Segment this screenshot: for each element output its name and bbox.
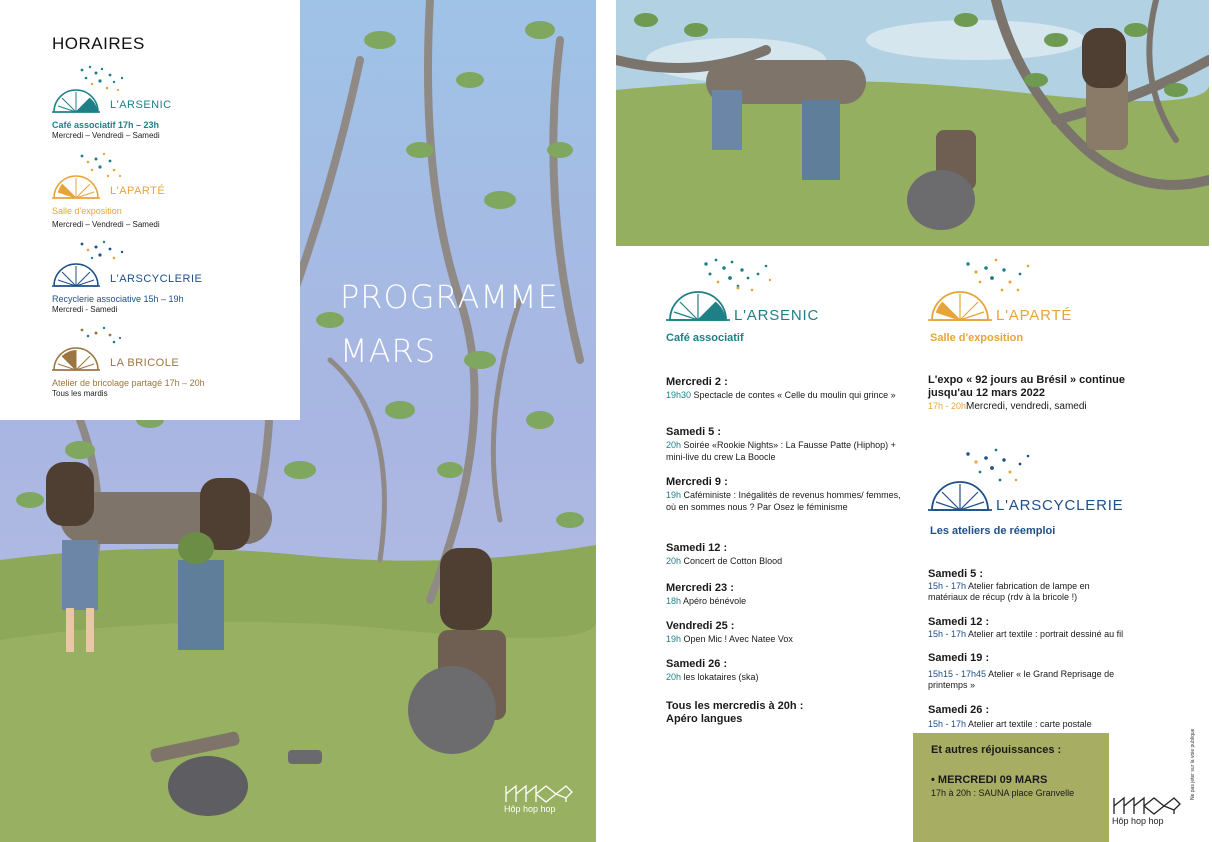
extras-text: 17h à 20h : SAUNA place Granvelle xyxy=(931,788,1075,798)
hop-hop-hop-mark-icon xyxy=(1112,796,1182,816)
arsenic-event xyxy=(666,658,902,683)
event-text xyxy=(928,719,1188,730)
hours-aparte-name: L'APARTÉ xyxy=(110,185,166,197)
arscyclerie-event xyxy=(928,652,1188,691)
event-time: 19h xyxy=(666,634,682,644)
arscyclerie-event xyxy=(928,704,1188,730)
event-time: 18h xyxy=(666,596,682,606)
aparte-expo xyxy=(928,374,1168,413)
hours-arsenic xyxy=(52,64,297,141)
arsenic-event xyxy=(666,376,902,401)
event-date: Samedi 5 : xyxy=(666,426,722,438)
event-desc: Atelier art textile : portrait dessiné au fil xyxy=(966,629,1124,639)
event-time: 15h - 17h xyxy=(928,719,967,729)
event-time: 19h xyxy=(666,490,682,500)
hours-aparte xyxy=(52,150,297,230)
expo-time: 17h - 20h xyxy=(928,401,967,411)
hours-bricole-line: Atelier de bricolage partagé 17h – 20h xyxy=(52,378,205,388)
arsenic-weekly xyxy=(666,700,902,726)
weekly-line1: Tous les mercredis à 20h : xyxy=(666,700,804,712)
event-desc: Atelier art textile : carte postale xyxy=(966,719,1092,729)
arsenic-event xyxy=(666,582,902,607)
event-desc: Open Mic ! Avec Natee Vox xyxy=(681,634,793,644)
expo-title: L'expo « 92 jours au Brésil » continue jusqu'au 12 mars 2022 xyxy=(928,374,1126,399)
arsenic-event xyxy=(666,426,902,463)
event-text xyxy=(928,669,1143,691)
hours-arscyclerie-name: L'ARSCYCLERIE xyxy=(110,273,203,285)
event-date: Mercredi 2 : xyxy=(666,376,728,388)
arscyclerie-event xyxy=(928,568,1188,603)
event-time: 20h xyxy=(666,556,682,566)
arscyclerie-venue-logo xyxy=(928,446,1128,520)
event-date: Samedi 12 : xyxy=(928,616,990,628)
event-text xyxy=(928,629,1188,640)
event-date: Mercredi 9 : xyxy=(666,476,728,488)
extras-date: • MERCREDI 09 MARS xyxy=(931,774,1048,786)
event-desc: Atelier « le Grand Reprisage de printemps » xyxy=(928,669,1115,690)
programme-title xyxy=(340,278,559,370)
event-desc: Soirée «Rookie Nights» : La Fausse Patte (Hiphop) + mini-live du crew La Boocle xyxy=(666,440,896,462)
hours-arscyclerie-line: Recyclerie associative 15h – 19h xyxy=(52,294,184,304)
event-date: Samedi 19 : xyxy=(928,652,990,664)
event-time: 15h - 17h xyxy=(928,581,967,591)
arsenic-venue-logo xyxy=(666,256,836,330)
weekly-line2: Apéro langues xyxy=(666,713,743,725)
aparte-logo xyxy=(52,150,202,206)
event-text xyxy=(666,555,902,567)
programme-title-line1: PROGRAMME xyxy=(340,278,559,316)
event-time: 20h xyxy=(666,672,682,682)
hours-arsenic-line: Café associatif 17h – 23h xyxy=(52,120,160,130)
side-note-text: Ne pas jeter sur la voie publique xyxy=(1190,728,1196,800)
aparte-venue-name: L'APARTÉ xyxy=(996,307,1073,324)
arscyclerie-venue-name: L'ARSCYCLERIE xyxy=(996,497,1124,514)
hours-bricole-name: LA BRICOLE xyxy=(110,357,180,369)
left-page xyxy=(0,0,596,842)
arscyclerie-subtitle: Les ateliers de réemploi xyxy=(930,525,1056,537)
side-note xyxy=(1190,690,1198,800)
event-desc: Spectacle de contes « Celle du moulin qui grince » xyxy=(691,390,896,400)
bricole-logo xyxy=(52,322,202,378)
event-date: Mercredi 23 : xyxy=(666,582,734,594)
extras-title: Et autres réjouissances : xyxy=(931,744,1062,756)
hop-hop-hop-caption: Hôp hop hop xyxy=(1112,816,1164,826)
event-date: Vendredi 25 : xyxy=(666,620,735,632)
hours-arscyclerie-days: Mercredi - Samedi xyxy=(52,305,118,314)
arsenic-venue-name: L'ARSENIC xyxy=(734,307,820,324)
event-time: 15h - 17h xyxy=(928,629,967,639)
event-text xyxy=(666,389,902,401)
aparte-subtitle: Salle d'exposition xyxy=(930,332,1024,344)
expo-schedule xyxy=(928,400,1168,413)
arscyclerie-event xyxy=(928,616,1188,640)
event-text xyxy=(666,439,902,463)
event-desc: Apéro bénévole xyxy=(681,596,747,606)
event-date: Samedi 26 : xyxy=(666,658,728,670)
hours-aparte-days: Mercredi – Vendredi – Samedi xyxy=(52,220,160,229)
hours-aparte-line: Salle d'exposition xyxy=(52,206,122,216)
hours-title: HORAIRES xyxy=(52,34,145,53)
hop-hop-hop-mark-icon xyxy=(504,784,574,804)
event-time: 19h30 xyxy=(666,390,692,400)
hours-arscyclerie xyxy=(52,238,297,315)
expo-days: Mercredi, vendredi, samedi xyxy=(966,401,1087,412)
event-date: Samedi 5 : xyxy=(928,568,984,580)
hop-hop-hop-caption: Hôp hop hop xyxy=(504,804,556,814)
event-desc: les lokataires (ska) xyxy=(681,672,759,682)
programme-title-line2: MARS xyxy=(340,332,437,370)
arsenic-logo xyxy=(52,64,202,120)
tree-scene-illustration xyxy=(616,0,1209,246)
event-time: 20h xyxy=(666,440,682,450)
hours-bricole xyxy=(52,322,297,399)
event-date: Samedi 12 : xyxy=(666,542,728,554)
event-text xyxy=(666,595,902,607)
arscyclerie-logo xyxy=(52,238,202,294)
event-text xyxy=(666,671,902,683)
hours-arsenic-days: Mercredi – Vendredi – Samedi xyxy=(52,131,160,140)
hours-bricole-days: Tous les mardis xyxy=(52,389,108,398)
event-desc: Caféministe : Inégalités de revenus hommes/ femmes, où en sommes nous ? Par Osez le féminisme xyxy=(666,490,901,512)
arsenic-event xyxy=(666,620,902,645)
aparte-venue-logo xyxy=(928,256,1098,330)
event-text xyxy=(928,581,1118,603)
event-text xyxy=(666,633,902,645)
event-time: 15h15 - 17h45 xyxy=(928,669,987,679)
hours-arsenic-name: L'ARSENIC xyxy=(110,99,172,111)
hours-panel xyxy=(0,0,300,420)
event-text xyxy=(666,489,902,513)
extras-box xyxy=(913,733,1109,842)
arsenic-subtitle: Café associatif xyxy=(666,332,744,344)
event-desc: Concert de Cotton Blood xyxy=(681,556,783,566)
event-date: Samedi 26 : xyxy=(928,704,990,716)
hop-hop-hop-logo xyxy=(504,784,584,814)
arsenic-event xyxy=(666,476,902,513)
event-desc: Atelier fabrication de lampe en matériaux de récup (rdv à la bricole !) xyxy=(928,581,1090,602)
arsenic-event xyxy=(666,542,902,567)
hop-hop-hop-logo-right xyxy=(1112,796,1192,826)
